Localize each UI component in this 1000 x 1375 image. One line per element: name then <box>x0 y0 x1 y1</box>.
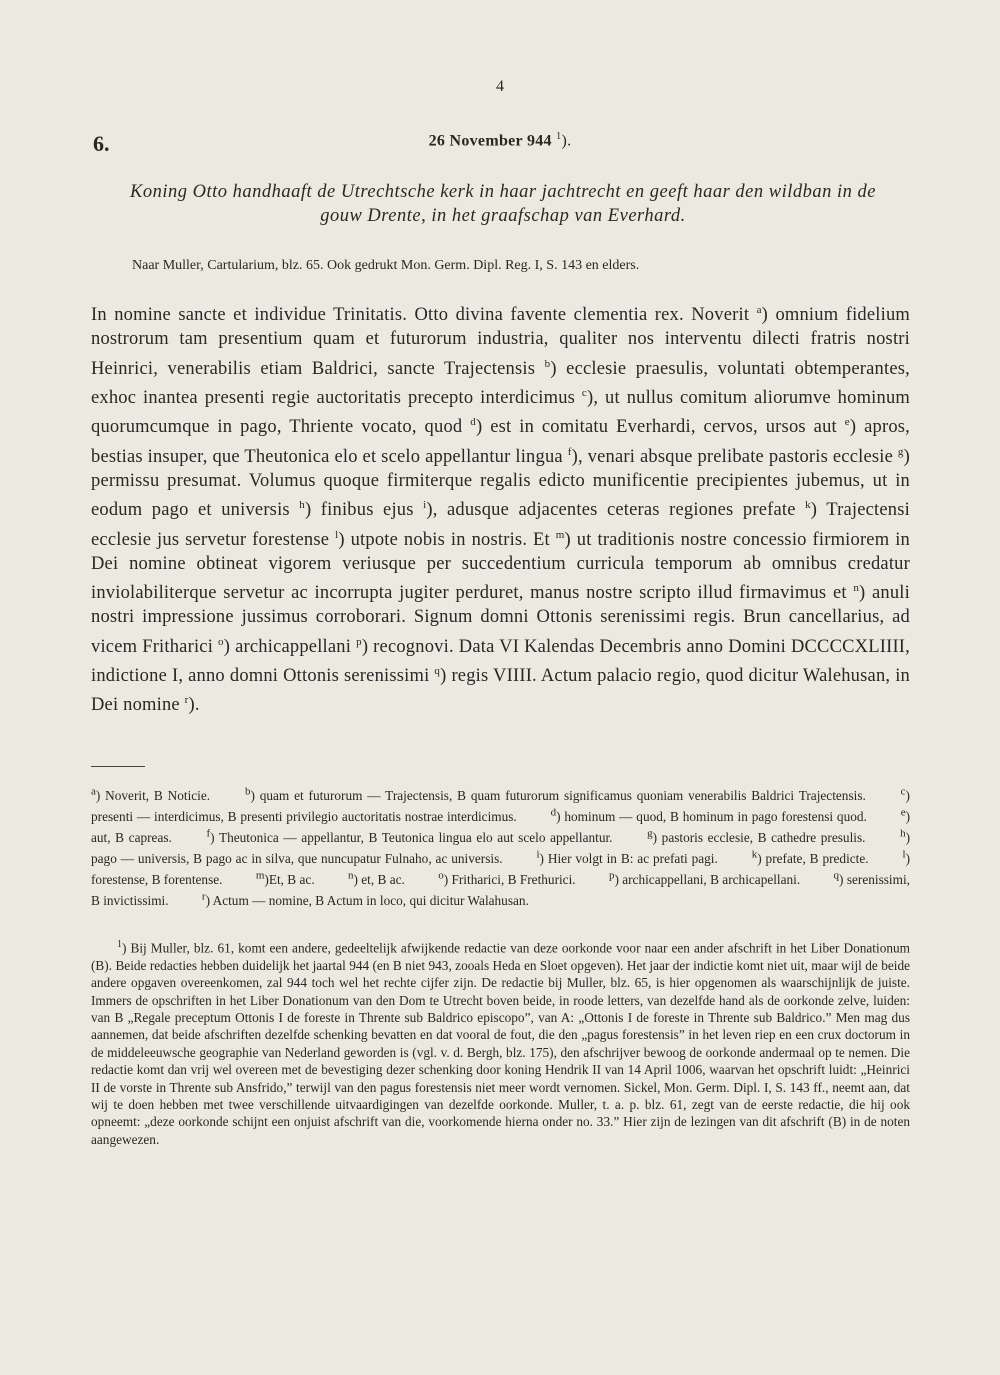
charter-segment: ) permissu presumat. Volumus quoque firmiterque regalis edicto munificentie precipientes jubemus, ut in eodum pago et universis <box>91 446 910 521</box>
date-suffix: ). <box>561 132 572 150</box>
date-text: 26 November 944 <box>428 132 552 150</box>
variant-note-text: ) prefate, B predicte. <box>757 850 869 866</box>
variant-note-text: ) presenti — interdicimus, B presenti privilegio auctoritatis nostrae interdicimus. <box>91 788 910 825</box>
variant-note-marker: a <box>91 786 96 798</box>
footnote-marker: h <box>299 499 305 512</box>
footnote-marker: q <box>434 665 441 678</box>
variant-note-text: ) pastoris ecclesie, B cathedre presulis. <box>652 830 866 846</box>
variant-note <box>201 890 529 908</box>
footnote-marker: d <box>470 416 476 429</box>
charter-segment: ). <box>188 695 200 716</box>
variant-note-marker: l <box>902 848 906 861</box>
variant-note <box>255 869 315 887</box>
variant-note-text: ) Fritharici, B Frethurici. <box>443 871 576 887</box>
variant-note-marker: m <box>255 869 265 882</box>
footnote-marker: r <box>184 694 189 707</box>
variant-note <box>536 848 718 866</box>
variant-note-text: ) aut, B capreas. <box>91 809 911 846</box>
variant-note-marker: o <box>438 869 444 882</box>
variant-note-marker: c <box>900 786 906 798</box>
variant-note-text: ) Theutonica — appellantur, B Teutonica lingua elo aut scelo appellantur. <box>210 830 613 846</box>
footnote-marker: n <box>853 582 860 595</box>
variant-note-marker: p <box>608 869 615 882</box>
variant-note-text: ) hominum — quod, B hominum in pago forestensi quod. <box>556 809 867 825</box>
variant-note <box>751 848 869 866</box>
charter-segment: ), venari absque prelibate pastoris ecclesie <box>571 446 898 467</box>
variant-note-marker: h <box>900 827 906 840</box>
footnote-marker: a <box>756 304 762 316</box>
charter-text <box>91 298 910 718</box>
charter-segment: ) finibus ejus <box>304 500 424 521</box>
variant-note-text: ) Noverit, B Noticie. <box>95 788 211 804</box>
footnote-divider <box>91 766 145 767</box>
document-date <box>0 131 1000 150</box>
variant-note-marker: e <box>900 806 906 819</box>
variant-note-marker: n <box>348 869 354 882</box>
footnote-marker: o <box>218 635 224 648</box>
footnote-marker: p <box>356 635 362 648</box>
variant-note-text: ) Hier volgt in B: ac prefati pagi. <box>539 850 718 866</box>
variant-note-marker: f <box>206 827 211 840</box>
source-note: Naar Muller, Cartularium, blz. 65. Ook gedrukt Mon. Germ. Dipl. Reg. I, S. 143 en elders. <box>132 258 640 273</box>
variant-note-marker: b <box>244 786 251 798</box>
variant-note <box>647 827 866 846</box>
variant-note-text: ) quam et futurorum — Trajectensis, B quam futurorum significamus quoniam venerabilis Baldrici Trajectensis. <box>250 788 866 804</box>
footnote-marker: i <box>423 499 427 512</box>
variant-note-marker: i <box>536 848 540 861</box>
charter-segment: ) regis VIIII. Actum palacio regio, quod dicitur Walehusan, in Dei nomine <box>91 666 910 716</box>
variant-note <box>438 869 576 887</box>
variant-note <box>550 806 867 825</box>
charter-segment: ), ut nullus comitum aliorumve hominum quorumcumque in pago, Thriente vocato, quod <box>91 388 910 438</box>
charter-segment: ) archicappellani <box>223 636 357 657</box>
variant-footnotes <box>91 784 910 909</box>
commentary-marker: 1 <box>117 939 122 950</box>
charter-segment: ) recognovi. Data VI Kalendas Decembris anno Domini DCCCCXLIIII, indictione I, anno domni Ottonis serenissimi <box>91 636 910 687</box>
commentary-footnote <box>91 936 910 1148</box>
commentary-text: ) Bij Muller, blz. 61, komt een andere, gedeeltelijk afwijkende redactie van deze oorkonde voor naar een ander afschrift in het Liber Donationum (B). Beide redacties hebben duidelijk het jaartal 944 (en B niet 943, zooals Heda en Sloet opgeven). Het jaar der indictie komt niet uit, maar wijl de beide andere opgaven overeenkomen, zal 944 toch wel het rechte cijfer zijn. De redactie bij Muller, blz. 65, is hier opgenomen als waarschijnlijk de juiste. Immers de opschriften in het Liber Donationum van den Dom te Utrecht boven beide, in roode letters, van dezelfde hand als de oorkonde zelve, luiden: van B „Regale preceptum Ottonis I de foreste in Thrente sub Baldrico episcopo”, van A: „Ottonis I de foreste in Thrente sub Baldrico.” Men mag dus aannemen, dat beide afschriften dezelfde schenking bevatten en dat vooral de fout, die den „pagus forestensis” in het leven riep en een crux doctorum in de middeleeuwsche geographie van Nederland geworden is (vgl. v. d. Bergh, blz. 175), den afschrijver bewoog de oorkonde andermaal op te nemen. Die redactie komt dan vrij wel overeen met de bevestiging dezer schenking door koning Hendrik II van 14 April 1006, waarvan het opschrift luidt: „Heinrici II de vorste in Thrente sub Ansfrido,” terwijl van den pagus forestensis niet meer wordt vernomen. Sickel, Mon. Germ. Dipl. I, S. 143 ff., neemt aan, dat wij te doen hebben met twee verschillende uitvaardigingen van dezelfde oorkonde. Muller, t. a. p. blz. 61, zegt van de eerste redactie, die hij ook opneemt: „deze oorkonde schijnt een onjuist afschrift van die, voorkomende hierna onder no. 33.” Hier zijn de lezingen van dit afschrift (B) in de noten aangewezen. <box>91 940 910 1147</box>
variant-note <box>245 788 866 803</box>
variant-note-marker: g <box>647 827 653 840</box>
variant-note-text: ) pago — universis, B pago ac in silva, que nuncupatur Fulnaho, ac universis. <box>91 830 911 866</box>
variant-note-marker: k <box>751 848 758 861</box>
footnote-marker: l <box>335 528 339 541</box>
charter-segment: ) est in comitatu Everhardi, cervos, ursos aut <box>475 417 845 438</box>
variant-note-text: ) serenissimi, B invictissimi. <box>91 871 910 908</box>
variant-note-marker: d <box>550 806 557 819</box>
variant-note-text: )Et, B ac. <box>264 871 315 887</box>
charter-segment: ) utpote nobis in nostris. Et <box>338 529 556 550</box>
variant-note-marker: r <box>201 890 206 903</box>
variant-note <box>206 827 613 846</box>
variant-note-text: ) et, B ac. <box>353 871 405 887</box>
date-footnote-marker: 1 <box>556 131 562 142</box>
document-summary: Koning Otto handhaaft de Utrechtsche kerk in haar jachtrecht en geeft haar den wildban in de gouw Drente, in het graafschap van Everhard. <box>130 182 876 226</box>
variant-note <box>91 788 210 803</box>
commentary-paragraph <box>91 936 910 1148</box>
footnote-marker: c <box>581 386 587 399</box>
charter-segment: ) ut traditionis nostre concessio firmiorem in Dei nomine obtineat vigorem veriusque per succedentium curricula temporum ab omnibus credatur inviolabiliterque servetur ac incorrupta jugiter perduret, manus nostre scripto illud firmavimus et <box>91 529 910 604</box>
footnote-marker: f <box>567 445 572 458</box>
variant-note-text: ) Actum — nomine, B Actum in loco, qui dicitur Walahusan. <box>205 892 529 908</box>
page-number: 4 <box>496 78 504 95</box>
footnote-marker: g <box>897 445 904 458</box>
charter-segment: ) apros, bestias insuper, que Theutonica elo et scelo appellantur lingua <box>91 417 910 467</box>
footnote-marker: k <box>805 499 811 512</box>
variant-note-text: ) forestense, B forentense. <box>91 850 910 887</box>
footnote-marker: e <box>844 416 850 429</box>
variant-note <box>608 869 801 887</box>
charter-segment: ), adusque adjacentes ceteras regiones prefate <box>426 500 806 521</box>
footnote-marker: b <box>544 357 551 370</box>
variant-note-text: ) archicappellani, B archicapellani. <box>614 871 801 887</box>
charter-segment: ) Trajectensi ecclesie jus servetur forestense <box>91 500 910 550</box>
charter-segment: ) anuli nostri impressione jussimus corroborari. Signum domni Ottonis serenissimi regis. Brun cancellarius, ad vicem Fritharici <box>91 583 910 657</box>
footnote-marker: m <box>555 528 565 541</box>
variant-note <box>348 869 405 887</box>
charter-segment: In nomine sancte et individue Trinitatis. Otto divina favente clementia rex. Noverit <box>91 305 757 326</box>
document-number: 6. <box>93 131 110 156</box>
charter-segment: ) ecclesie praesulis, voluntati obtemperantes, exhoc inantea presenti regie auctoritatis precepto interdicimus <box>91 358 910 409</box>
charter-segment: ) omnium fidelium nostrorum tam presentium quam et futurorum industria, qualiter nos interventu dilecti fratris nostri Heinrici, venerabilis etiam Baldrici, sancte Trajectensis <box>91 305 911 379</box>
variant-note-marker: q <box>833 869 840 882</box>
